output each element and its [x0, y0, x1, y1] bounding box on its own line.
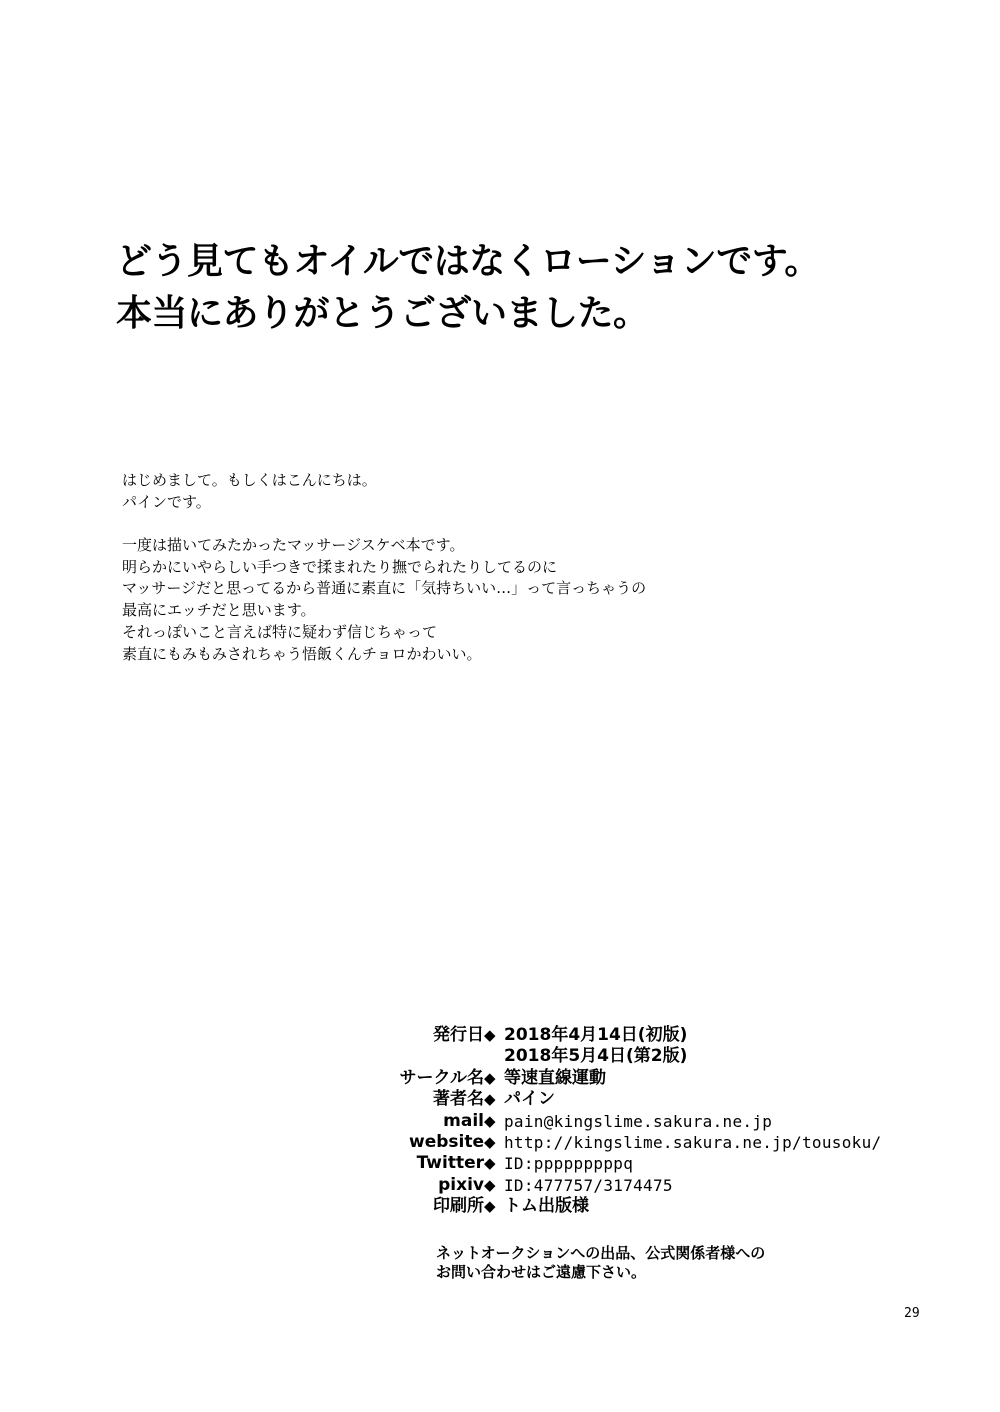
page-number: 29 — [904, 1306, 920, 1321]
headline-line-1: どう見てもオイルではなくローションです。 — [116, 241, 820, 282]
notice-line-2: お問い合わせはご遠慮下さい。 — [436, 1263, 647, 1281]
mail-address: pain@kingslime.sakura.ne.jp — [504, 1111, 773, 1131]
colophon-row-printer — [360, 1196, 920, 1217]
colophon-value: 等速直線運動 — [504, 1067, 606, 1088]
colophon-label: サークル名 — [399, 1067, 484, 1088]
pixiv-id: ID:477757/3174475 — [504, 1175, 673, 1195]
colophon-value: 2018年5月4日(第2版) — [504, 1046, 688, 1067]
colophon-row-circle-name — [360, 1068, 920, 1089]
colophon-label: mail — [443, 1110, 484, 1131]
afterword-line: 素直にもみもみされちゃう悟飯くんチョロかわいい。 — [122, 644, 482, 663]
colophon-label — [360, 1046, 484, 1067]
headline — [116, 236, 976, 340]
diamond-icon: ◆ — [484, 1026, 496, 1044]
afterword-line: パインです。 — [122, 492, 211, 511]
colophon-label: pixiv — [438, 1174, 484, 1195]
colophon-value: パイン — [504, 1089, 555, 1110]
colophon-value: 2018年4月14日(初版) — [504, 1025, 688, 1045]
afterword-blank-line — [122, 513, 822, 535]
diamond-icon: ◆ — [484, 1154, 496, 1173]
colophon-row-publish-date — [360, 1025, 920, 1046]
afterword-text — [122, 470, 822, 665]
colophon-spacer — [484, 1046, 504, 1067]
afterword-line: 一度は描いてみたかったマッサージスケベ本です。 — [122, 536, 465, 555]
afterword-line: それっぽいこと言えば特に疑わず信じちゃって — [122, 622, 438, 641]
colophon-label: website — [408, 1132, 484, 1153]
colophon-row-author — [360, 1089, 920, 1110]
colophon — [360, 1025, 920, 1218]
afterword-line: 明らかにいやらしい手つきで揉まれたり撫でられたりしてるのに — [122, 557, 558, 576]
resale-notice — [436, 1244, 916, 1282]
colophon-label: Twitter — [416, 1153, 484, 1174]
colophon-label: 著者名 — [433, 1089, 484, 1110]
colophon-row-mail — [360, 1111, 920, 1132]
afterword-line: マッサージだと思ってるから普通に素直に「気持ちいい…」って言っちゃうの — [122, 579, 647, 598]
website-url: http://kingslime.sakura.ne.jp/tousoku/ — [504, 1133, 882, 1153]
diamond-icon: ◆ — [484, 1197, 496, 1216]
diamond-icon: ◆ — [484, 1068, 496, 1087]
colophon-label: 発行日 — [433, 1025, 484, 1045]
headline-line-2: 本当にありがとうございました。 — [116, 293, 649, 334]
diamond-icon: ◆ — [484, 1133, 496, 1152]
diamond-icon: ◆ — [484, 1175, 496, 1194]
afterword-line: 最高にエッチだと思います。 — [122, 601, 316, 620]
colophon-row-second-edition — [360, 1046, 920, 1067]
notice-line-1: ネットオークションへの出品、公式関係者様への — [436, 1244, 766, 1262]
colophon-label: 印刷所 — [433, 1196, 484, 1217]
diamond-icon: ◆ — [484, 1111, 496, 1130]
diamond-icon: ◆ — [484, 1090, 496, 1109]
afterword-line: はじめまして。もしくはこんにちは。 — [122, 471, 377, 489]
colophon-value: トム出版様 — [504, 1196, 589, 1217]
colophon-row-twitter — [360, 1153, 920, 1174]
twitter-id: ID:pppppppppq — [504, 1154, 634, 1174]
colophon-row-pixiv — [360, 1175, 920, 1196]
colophon-row-website — [360, 1132, 920, 1153]
